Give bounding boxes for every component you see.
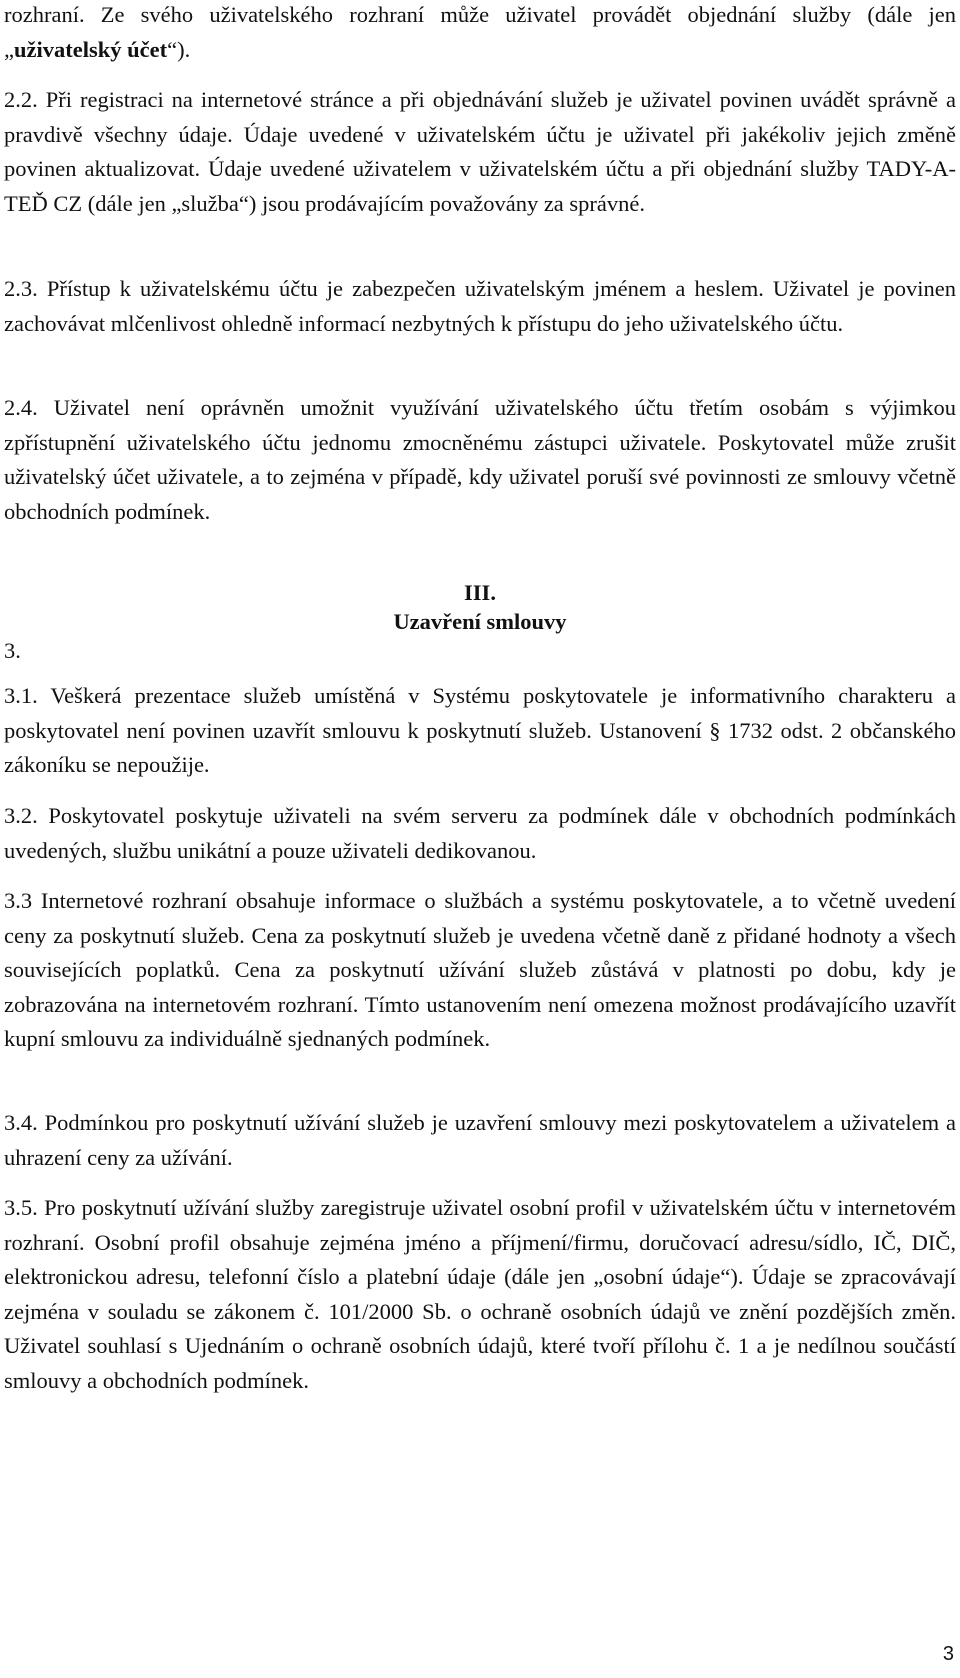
intro-text-end: “). xyxy=(167,36,191,62)
section-title: Uzavření smlouvy xyxy=(393,609,567,634)
paragraph-3-3: 3.3 Internetové rozhraní obsahuje informace o službách a systému poskytovatele, a to včetně uvedení ceny za poskytnutí služeb. Cena za poskytnutí služeb je uvedena včetně daně z přidané hodnoty a všech souvisejících poplatků. Cena za poskytnutí užívání služeb zůstává v platnosti po dobu, kdy je zobrazována na internetovém rozhraní. Tímto ustanovením není omezena možnost prodávajícího uzavřít kupní smlouvu za individuálně sjednaných podmínek. xyxy=(4,888,956,1051)
section-roman-numeral: III. xyxy=(464,580,496,605)
page-number: 3 xyxy=(942,1643,954,1665)
section-number: 3. xyxy=(4,638,21,663)
paragraph-3-4: 3.4. Podmínkou pro poskytnutí užívání služeb je uzavření smlouvy mezi poskytovatelem a uživatelem a uhrazení ceny za užívání. xyxy=(4,1110,956,1170)
paragraph-2-2: 2.2. Při registraci na internetové stránce a při objednávání služeb je uživatel povinen uvádět správně a pravdivě všechny údaje. Údaje uvedené v uživatelském účtu je uživatel při jakékoliv jejich změně povinen aktualizovat. Údaje uvedené uživatelem v uživatelském účtu a při objednání služby TADY-A-TEĎ CZ (dále jen „služba“) jsou prodávajícím považovány za správné. xyxy=(4,87,956,216)
paragraph-2-4: 2.4. Uživatel není oprávněn umožnit využívání uživatelského účtu třetím osobám s výjimkou zpřístupnění uživatelského účtu jednomu zmocněnému zástupci uživatele. Poskytovatel může zrušit uživatelský účet uživatele, a to zejména v případě, kdy uživatel poruší své povinnosti ze smlouvy včetně obchodních podmínek. xyxy=(4,395,956,524)
intro-text: rozhraní. Ze svého uživatelského rozhraní může uživatel provádět objednání služby (dále jen „ xyxy=(4,2,956,62)
intro-bold-term: uživatelský účet xyxy=(14,36,168,62)
paragraph-3-2: 3.2. Poskytovatel poskytuje uživateli na svém serveru za podmínek dále v obchodních podmínkách uvedených, službu unikátní a pouze uživateli dedikovanou. xyxy=(4,803,956,863)
paragraph-3-5: 3.5. Pro poskytnutí užívání služby zaregistruje uživatel osobní profil v uživatelském účtu v internetovém rozhraní. Osobní profil obsahuje zejména jméno a příjmení/firmu, doručovací adresu/sídlo, IČ, DIČ, elektronickou adresu, telefonní číslo a platební údaje (dále jen „osobní údaje“). Údaje se zpracovávají zejména v souladu se zákonem č. 101/2000 Sb. o ochraně osobních údajů ve znění pozdějších změn. Uživatel souhlasí s Ujednáním o ochraně osobních údajů, které tvoří přílohu č. 1 a je nedílnou součástí smlouvy a obchodních podmínek. xyxy=(4,1195,956,1393)
paragraph-2-3: 2.3. Přístup k uživatelskému účtu je zabezpečen uživatelským jménem a heslem. Uživatel je povinen zachovávat mlčenlivost ohledně informací nezbytných k přístupu do jeho uživatelského účtu. xyxy=(4,276,956,336)
paragraph-3-1: 3.1. Veškerá prezentace služeb umístěná v Systému poskytovatele je informativního charakteru a poskytovatel není povinen uzavřít smlouvu k poskytnutí služeb. Ustanovení § 1732 odst. 2 občanského zákoníku se nepoužije. xyxy=(4,683,956,777)
paragraph-intro xyxy=(4,0,956,67)
